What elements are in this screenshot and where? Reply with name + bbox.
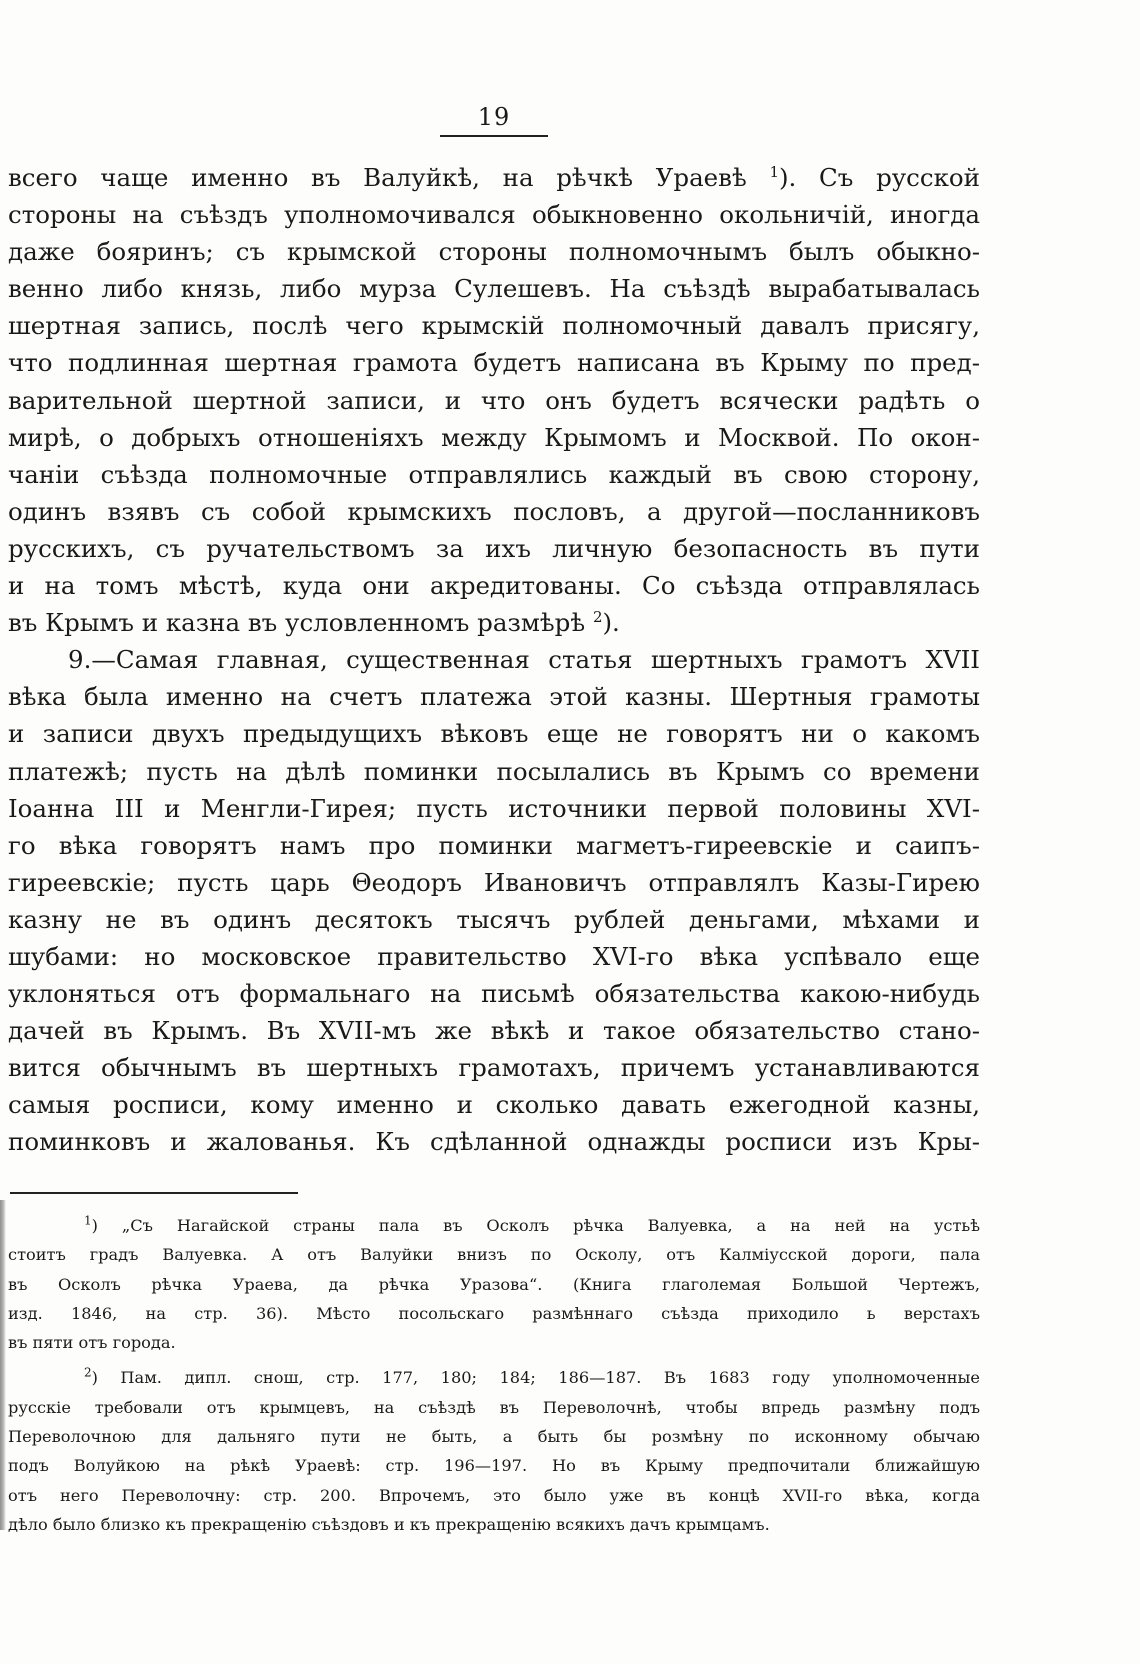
footnote-line: подъ Волуйкою на рѣкѣ Ураевѣ: стр. 196—197. Но въ Крыму предпочитали ближайшую xyxy=(8,1456,980,1476)
text-line: одинъ взявъ съ собой крымскихъ пословъ, а другой—посланниковъ xyxy=(8,496,980,526)
text-line: что подлинная шертная грамота будетъ написана въ Крыму по пред- xyxy=(8,348,980,378)
text-line: го вѣка говорятъ намъ про поминки магметъ-гиреевскіе и саипъ- xyxy=(8,830,980,860)
text-line: поминковъ и жалованья. Къ сдѣланной однажды росписи изъ Кры- xyxy=(8,1127,980,1157)
scan-binding-shadow xyxy=(0,1200,6,1530)
footnote-ref: 2 xyxy=(592,607,603,626)
text-line: въ Крымъ и казна въ условленномъ размѣрѣ $^2$). xyxy=(8,607,620,638)
main-text xyxy=(8,159,980,1161)
text-line: стороны на съѣздъ уполномочивался обыкновенно окольничій, иногда xyxy=(8,200,980,230)
footnote-ref: 1 xyxy=(769,162,779,181)
text-line: платежѣ; пусть на дѣлѣ поминки посылались въ Крымъ со времени xyxy=(8,756,980,786)
text-line: вѣка была именно на счетъ платежа этой казны. Шертныя грамоты xyxy=(8,682,980,712)
footnote-1: $^1$) „Съ Нагайской страны пала въ Осколъ рѣчка Валуевка, а на ней на устьѣ xyxy=(84,1213,980,1235)
text-line: всего чаще именно въ Валуйкѣ, на рѣчкѣ Ураевѣ $^1$). Съ русской xyxy=(8,162,980,192)
text-line: казну не въ одинъ десятокъ тысячъ рублей деньгами, мѣхами и xyxy=(8,904,980,934)
text-line: варительной шертной записи, и что онъ будетъ всячески радѣть о xyxy=(8,385,980,415)
text-line: Іоанна III и Менгли-Гирея; пусть источники первой половины XVI- xyxy=(8,793,980,823)
footnote-separator xyxy=(10,1192,298,1194)
text-line: гиреевскіе; пусть царь Θеодоръ Ивановичъ отправлялъ Казы-Гирею xyxy=(8,867,980,897)
footnote-line: стоитъ градъ Валуевка. А отъ Валуйки внизъ по Осколу, отъ Калміусской дороги, пала xyxy=(8,1245,980,1265)
text-line: шубами: но московское правительство XVI-го вѣка успѣвало еще xyxy=(8,941,980,971)
footnote-mark: 2 xyxy=(84,1366,92,1381)
text-line: венно либо князь, либо мурза Сулешевъ. На съѣздѣ вырабатывалась xyxy=(8,274,980,304)
text-line: мирѣ, о добрыхъ отношеніяхъ между Крымомъ и Москвой. По окон- xyxy=(8,422,980,452)
footnote-line: Переволочною для дальняго пути не быть, а быть бы розмѣну по исконному обычаю xyxy=(8,1427,980,1447)
text-line: и записи двухъ предыдущихъ вѣковъ еще не говорятъ ни о какомъ xyxy=(8,719,980,749)
text-line: самыя росписи, кому именно и сколько давать ежегодной казны, xyxy=(8,1090,980,1120)
footnote-mark: 1 xyxy=(84,1213,92,1228)
text-line: вится обычнымъ въ шертныхъ грамотахъ, причемъ устанавливаются xyxy=(8,1053,980,1083)
text-line: русскихъ, съ ручательствомъ за ихъ личную безопасность въ пути xyxy=(8,533,980,563)
footnote-line: въ пяти отъ города. xyxy=(8,1333,176,1353)
footnote-line: отъ него Переволочну: стр. 200. Впрочемъ, это было уже въ концѣ XVII-го вѣка, когда xyxy=(8,1485,980,1505)
text-line: даже бояринъ; съ крымской стороны полномочнымъ былъ обыкно- xyxy=(8,237,980,267)
paragraph-start: 9.—Самая главная, существенная статья шертныхъ грамотъ XVII xyxy=(68,645,980,675)
text-line: чаніи съѣзда полномочные отправлялись каждый въ свою сторону, xyxy=(8,459,980,489)
footnote-2: $^2$) Пам. дипл. снош, стр. 177, 180; 184; 186—187. Въ 1683 году уполномоченные xyxy=(84,1366,980,1388)
text-line: и на томъ мѣстѣ, куда они акредитованы. Со съѣзда отправлялась xyxy=(8,571,980,601)
footnote-line: въ Осколъ рѣчка Ураева, да рѣчка Уразова“. (Книга глаголемая Большой Чертежъ, xyxy=(8,1274,980,1294)
text-line: дачей въ Крымъ. Въ XVII-мъ же вѣкѣ и такое обязательство стано- xyxy=(8,1016,980,1046)
page-number: 19 xyxy=(477,103,511,131)
footnotes xyxy=(8,1211,980,1539)
page-number-rule xyxy=(440,135,548,137)
footnote-line: дѣло было близко къ прекращенію съѣздовъ и къ прекращенію всякихъ дачъ крымцамъ. xyxy=(8,1514,770,1534)
text-line: шертная запись, послѣ чего крымскій полномочный давалъ присягу, xyxy=(8,311,980,341)
footnote-line: изд. 1846, на стр. 36). Мѣсто посольскаго размѣннаго съѣзда приходило ь верстахъ xyxy=(8,1303,980,1323)
footnote-line: русскіе требовали отъ крымцевъ, на съѣздѣ въ Переволочнѣ, чтобы впредь размѣну подъ xyxy=(8,1397,980,1417)
text-line: уклоняться отъ формальнаго на письмѣ обязательства какою-нибудь xyxy=(8,979,980,1009)
